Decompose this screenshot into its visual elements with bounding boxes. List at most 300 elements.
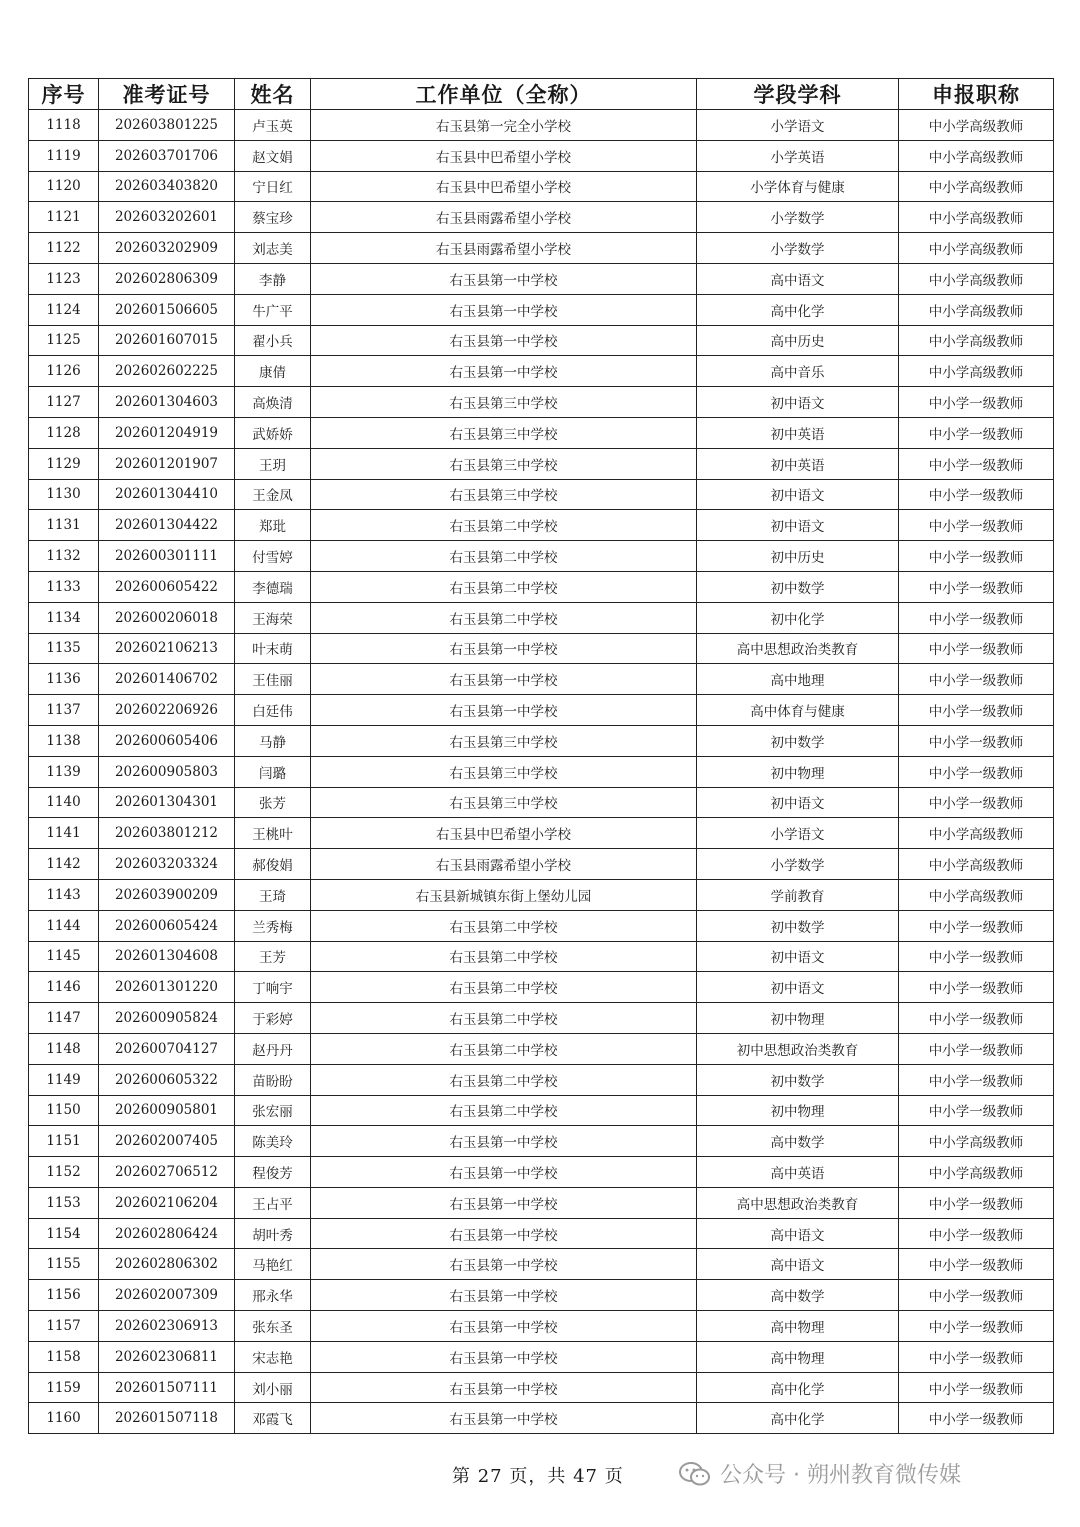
cell-exam-id: 202602806309 (99, 263, 235, 294)
wechat-icon (678, 1461, 712, 1487)
cell-title: 中小学一级教师 (899, 448, 1054, 479)
cell-subject: 初中思想政治类教育 (697, 1033, 899, 1064)
cell-exam-id: 202601304301 (99, 787, 235, 818)
cell-employer: 右玉县第一完全小学校 (311, 110, 697, 141)
cell-exam-id: 202602206926 (99, 695, 235, 726)
cell-exam-id: 202603801212 (99, 818, 235, 849)
cell-name: 张芳 (235, 787, 311, 818)
cell-subject: 初中数学 (697, 1064, 899, 1095)
cell-subject: 高中语文 (697, 1218, 899, 1249)
cell-subject: 小学数学 (697, 849, 899, 880)
cell-name: 宁日红 (235, 171, 311, 202)
cell-employer: 右玉县第三中学校 (311, 756, 697, 787)
table-row (29, 725, 1054, 756)
cell-subject: 高中数学 (697, 1126, 899, 1157)
cell-name: 王占平 (235, 1187, 311, 1218)
cell-subject: 学前教育 (697, 879, 899, 910)
cell-exam-id: 202602706512 (99, 1157, 235, 1188)
table-row (29, 1249, 1054, 1280)
cell-serial: 1149 (29, 1064, 99, 1095)
cell-serial: 1156 (29, 1280, 99, 1311)
cell-name: 王桃叶 (235, 818, 311, 849)
cell-subject: 初中化学 (697, 602, 899, 633)
cell-subject: 小学语文 (697, 110, 899, 141)
cell-title: 中小学一级教师 (899, 787, 1054, 818)
cell-name: 郝俊娟 (235, 849, 311, 880)
cell-subject: 初中数学 (697, 725, 899, 756)
cell-serial: 1148 (29, 1033, 99, 1064)
cell-title: 中小学高级教师 (899, 171, 1054, 202)
cell-exam-id: 202603801225 (99, 110, 235, 141)
cell-serial: 1118 (29, 110, 99, 141)
table-row (29, 1372, 1054, 1403)
cell-title: 中小学一级教师 (899, 910, 1054, 941)
cell-employer: 右玉县第一中学校 (311, 1218, 697, 1249)
cell-exam-id: 202603900209 (99, 879, 235, 910)
cell-serial: 1152 (29, 1157, 99, 1188)
table-row (29, 695, 1054, 726)
cell-exam-id: 202600704127 (99, 1033, 235, 1064)
cell-exam-id: 202602007309 (99, 1280, 235, 1311)
cell-subject: 初中语文 (697, 941, 899, 972)
cell-employer: 右玉县第二中学校 (311, 510, 697, 541)
cell-title: 中小学一级教师 (899, 1403, 1054, 1434)
cell-serial: 1139 (29, 756, 99, 787)
table-row (29, 140, 1054, 171)
cell-title: 中小学一级教师 (899, 602, 1054, 633)
table-row (29, 1218, 1054, 1249)
cell-employer: 右玉县新城镇东街上堡幼儿园 (311, 879, 697, 910)
cell-subject: 初中语文 (697, 479, 899, 510)
cell-employer: 右玉县第一中学校 (311, 356, 697, 387)
cell-employer: 右玉县第二中学校 (311, 571, 697, 602)
cell-serial: 1153 (29, 1187, 99, 1218)
table-row (29, 479, 1054, 510)
cell-subject: 高中化学 (697, 294, 899, 325)
cell-subject: 初中语文 (697, 510, 899, 541)
cell-employer: 右玉县第二中学校 (311, 602, 697, 633)
cell-serial: 1124 (29, 294, 99, 325)
cell-name: 闫璐 (235, 756, 311, 787)
cell-name: 邢永华 (235, 1280, 311, 1311)
cell-employer: 右玉县第一中学校 (311, 633, 697, 664)
document-page (28, 78, 1053, 1434)
cell-subject: 高中历史 (697, 325, 899, 356)
cell-subject: 小学语文 (697, 818, 899, 849)
cell-title: 中小学一级教师 (899, 1095, 1054, 1126)
cell-subject: 高中化学 (697, 1372, 899, 1403)
cell-employer: 右玉县第一中学校 (311, 294, 697, 325)
cell-title: 中小学一级教师 (899, 941, 1054, 972)
cell-name: 蔡宝珍 (235, 202, 311, 233)
cell-name: 卢玉英 (235, 110, 311, 141)
cell-serial: 1130 (29, 479, 99, 510)
cell-title: 中小学高级教师 (899, 263, 1054, 294)
header-serial: 序号 (29, 79, 99, 110)
cell-name: 赵文娟 (235, 140, 311, 171)
cell-subject: 高中数学 (697, 1280, 899, 1311)
table-row (29, 171, 1054, 202)
cell-exam-id: 202603203324 (99, 849, 235, 880)
cell-exam-id: 202601304410 (99, 479, 235, 510)
cell-name: 宋志艳 (235, 1341, 311, 1372)
cell-exam-id: 202601607015 (99, 325, 235, 356)
cell-name: 刘小丽 (235, 1372, 311, 1403)
table-row (29, 1187, 1054, 1218)
cell-subject: 高中思想政治类教育 (697, 633, 899, 664)
cell-exam-id: 202601201907 (99, 448, 235, 479)
cell-subject: 初中数学 (697, 910, 899, 941)
cell-serial: 1140 (29, 787, 99, 818)
table-row (29, 1033, 1054, 1064)
cell-employer: 右玉县第二中学校 (311, 1033, 697, 1064)
cell-name: 李德瑞 (235, 571, 311, 602)
header-title: 申报职称 (899, 79, 1054, 110)
cell-subject: 小学数学 (697, 233, 899, 264)
table-row (29, 849, 1054, 880)
table-row (29, 910, 1054, 941)
cell-exam-id: 202601507111 (99, 1372, 235, 1403)
table-row (29, 1311, 1054, 1342)
table-row (29, 571, 1054, 602)
cell-serial: 1154 (29, 1218, 99, 1249)
cell-name: 王芳 (235, 941, 311, 972)
cell-subject: 高中物理 (697, 1311, 899, 1342)
watermark (678, 1458, 961, 1489)
cell-title: 中小学一级教师 (899, 756, 1054, 787)
cell-serial: 1159 (29, 1372, 99, 1403)
cell-employer: 右玉县第一中学校 (311, 1372, 697, 1403)
cell-title: 中小学高级教师 (899, 818, 1054, 849)
cell-exam-id: 202601301220 (99, 972, 235, 1003)
cell-exam-id: 202603701706 (99, 140, 235, 171)
cell-subject: 初中英语 (697, 417, 899, 448)
cell-name: 付雪婷 (235, 541, 311, 572)
cell-title: 中小学一级教师 (899, 387, 1054, 418)
cell-serial: 1120 (29, 171, 99, 202)
cell-employer: 右玉县第二中学校 (311, 1064, 697, 1095)
cell-name: 张宏丽 (235, 1095, 311, 1126)
cell-exam-id: 202603403820 (99, 171, 235, 202)
cell-employer: 右玉县第二中学校 (311, 941, 697, 972)
cell-exam-id: 202600206018 (99, 602, 235, 633)
cell-title: 中小学高级教师 (899, 849, 1054, 880)
cell-subject: 高中物理 (697, 1341, 899, 1372)
cell-title: 中小学一级教师 (899, 1218, 1054, 1249)
cell-exam-id: 202602306913 (99, 1311, 235, 1342)
cell-employer: 右玉县第一中学校 (311, 263, 697, 294)
cell-serial: 1131 (29, 510, 99, 541)
cell-title: 中小学一级教师 (899, 972, 1054, 1003)
cell-name: 郑玭 (235, 510, 311, 541)
header-row (29, 79, 1054, 110)
cell-serial: 1126 (29, 356, 99, 387)
cell-employer: 右玉县第二中学校 (311, 541, 697, 572)
cell-title: 中小学一级教师 (899, 541, 1054, 572)
table-row (29, 1157, 1054, 1188)
cell-serial: 1128 (29, 417, 99, 448)
cell-name: 张东圣 (235, 1311, 311, 1342)
cell-employer: 右玉县中巴希望小学校 (311, 140, 697, 171)
cell-subject: 初中物理 (697, 1095, 899, 1126)
cell-employer: 右玉县第一中学校 (311, 664, 697, 695)
table-row (29, 202, 1054, 233)
table-row (29, 356, 1054, 387)
cell-employer: 右玉县第一中学校 (311, 1311, 697, 1342)
cell-exam-id: 202600605406 (99, 725, 235, 756)
cell-serial: 1122 (29, 233, 99, 264)
cell-subject: 初中物理 (697, 1003, 899, 1034)
cell-exam-id: 202600605422 (99, 571, 235, 602)
table-row (29, 602, 1054, 633)
cell-subject: 初中英语 (697, 448, 899, 479)
cell-exam-id: 202602806424 (99, 1218, 235, 1249)
cell-employer: 右玉县第一中学校 (311, 1341, 697, 1372)
table-row (29, 510, 1054, 541)
table-header (29, 79, 1054, 110)
cell-serial: 1143 (29, 879, 99, 910)
cell-title: 中小学一级教师 (899, 1064, 1054, 1095)
cell-serial: 1160 (29, 1403, 99, 1434)
cell-employer: 右玉县第三中学校 (311, 479, 697, 510)
cell-name: 刘志美 (235, 233, 311, 264)
cell-exam-id: 202601204919 (99, 417, 235, 448)
cell-name: 叶末萌 (235, 633, 311, 664)
cell-serial: 1150 (29, 1095, 99, 1126)
table-row (29, 941, 1054, 972)
cell-name: 苗盼盼 (235, 1064, 311, 1095)
cell-exam-id: 202600905803 (99, 756, 235, 787)
cell-serial: 1119 (29, 140, 99, 171)
cell-subject: 小学英语 (697, 140, 899, 171)
page-footer (0, 1462, 1080, 1492)
cell-subject: 初中语文 (697, 787, 899, 818)
cell-name: 白廷伟 (235, 695, 311, 726)
cell-name: 牛广平 (235, 294, 311, 325)
cell-exam-id: 202602806302 (99, 1249, 235, 1280)
cell-title: 中小学一级教师 (899, 1033, 1054, 1064)
cell-name: 王海荣 (235, 602, 311, 633)
table-row (29, 110, 1054, 141)
cell-employer: 右玉县第一中学校 (311, 1157, 697, 1188)
cell-name: 胡叶秀 (235, 1218, 311, 1249)
cell-serial: 1136 (29, 664, 99, 695)
cell-subject: 小学体育与健康 (697, 171, 899, 202)
cell-serial: 1141 (29, 818, 99, 849)
cell-name: 程俊芳 (235, 1157, 311, 1188)
cell-name: 马艳红 (235, 1249, 311, 1280)
cell-name: 陈美玲 (235, 1126, 311, 1157)
table-body (29, 110, 1054, 1434)
table-row (29, 756, 1054, 787)
cell-serial: 1137 (29, 695, 99, 726)
cell-employer: 右玉县第一中学校 (311, 1187, 697, 1218)
header-name: 姓名 (235, 79, 311, 110)
cell-name: 丁响宇 (235, 972, 311, 1003)
cell-subject: 初中语文 (697, 387, 899, 418)
cell-name: 王琦 (235, 879, 311, 910)
cell-exam-id: 202600605322 (99, 1064, 235, 1095)
cell-employer: 右玉县第一中学校 (311, 1126, 697, 1157)
cell-title: 中小学高级教师 (899, 356, 1054, 387)
cell-serial: 1132 (29, 541, 99, 572)
cell-serial: 1127 (29, 387, 99, 418)
cell-title: 中小学高级教师 (899, 325, 1054, 356)
cell-employer: 右玉县第三中学校 (311, 387, 697, 418)
header-exam-id: 准考证号 (99, 79, 235, 110)
cell-exam-id: 202601304608 (99, 941, 235, 972)
cell-name: 于彩婷 (235, 1003, 311, 1034)
cell-employer: 右玉县第一中学校 (311, 1403, 697, 1434)
cell-serial: 1158 (29, 1341, 99, 1372)
table-row (29, 448, 1054, 479)
cell-title: 中小学高级教师 (899, 202, 1054, 233)
table-row (29, 294, 1054, 325)
cell-subject: 小学数学 (697, 202, 899, 233)
cell-exam-id: 202602306811 (99, 1341, 235, 1372)
cell-name: 赵丹丹 (235, 1033, 311, 1064)
cell-title: 中小学高级教师 (899, 294, 1054, 325)
cell-employer: 右玉县第二中学校 (311, 910, 697, 941)
cell-exam-id: 202600301111 (99, 541, 235, 572)
cell-name: 兰秀梅 (235, 910, 311, 941)
cell-serial: 1133 (29, 571, 99, 602)
table-row (29, 1064, 1054, 1095)
table-row (29, 233, 1054, 264)
cell-serial: 1125 (29, 325, 99, 356)
watermark-text: 公众号 · 朔州教育微传媒 (720, 1463, 961, 1488)
table-row (29, 787, 1054, 818)
cell-serial: 1135 (29, 633, 99, 664)
cell-exam-id: 202600905801 (99, 1095, 235, 1126)
cell-subject: 初中数学 (697, 571, 899, 602)
cell-employer: 右玉县中巴希望小学校 (311, 171, 697, 202)
cell-serial: 1144 (29, 910, 99, 941)
cell-name: 翟小兵 (235, 325, 311, 356)
table-row (29, 1095, 1054, 1126)
cell-title: 中小学一级教师 (899, 1280, 1054, 1311)
cell-exam-id: 202601507118 (99, 1403, 235, 1434)
cell-title: 中小学一级教师 (899, 1249, 1054, 1280)
cell-exam-id: 202600905824 (99, 1003, 235, 1034)
cell-subject: 初中物理 (697, 756, 899, 787)
cell-subject: 高中语文 (697, 263, 899, 294)
cell-subject: 高中语文 (697, 1249, 899, 1280)
cell-name: 李静 (235, 263, 311, 294)
cell-serial: 1145 (29, 941, 99, 972)
page-indicator: 第 27 页，共 47 页 (452, 1466, 624, 1487)
cell-employer: 右玉县中巴希望小学校 (311, 818, 697, 849)
cell-name: 高焕清 (235, 387, 311, 418)
cell-serial: 1146 (29, 972, 99, 1003)
cell-serial: 1147 (29, 1003, 99, 1034)
cell-employer: 右玉县雨露希望小学校 (311, 233, 697, 264)
cell-exam-id: 202600605424 (99, 910, 235, 941)
cell-employer: 右玉县雨露希望小学校 (311, 202, 697, 233)
cell-serial: 1151 (29, 1126, 99, 1157)
cell-exam-id: 202601406702 (99, 664, 235, 695)
cell-title: 中小学高级教师 (899, 1157, 1054, 1188)
cell-subject: 初中历史 (697, 541, 899, 572)
table-row (29, 1003, 1054, 1034)
cell-serial: 1155 (29, 1249, 99, 1280)
cell-name: 王金凤 (235, 479, 311, 510)
cell-title: 中小学一级教师 (899, 1311, 1054, 1342)
cell-title: 中小学一级教师 (899, 510, 1054, 541)
table-row (29, 387, 1054, 418)
cell-title: 中小学一级教师 (899, 571, 1054, 602)
table-row (29, 1341, 1054, 1372)
header-subject: 学段学科 (697, 79, 899, 110)
table-row (29, 325, 1054, 356)
cell-exam-id: 202602106204 (99, 1187, 235, 1218)
table-row (29, 1403, 1054, 1434)
cell-subject: 高中体育与健康 (697, 695, 899, 726)
cell-title: 中小学一级教师 (899, 417, 1054, 448)
table-row (29, 664, 1054, 695)
cell-serial: 1123 (29, 263, 99, 294)
cell-exam-id: 202601304422 (99, 510, 235, 541)
cell-title: 中小学高级教师 (899, 140, 1054, 171)
cell-title: 中小学一级教师 (899, 1341, 1054, 1372)
cell-title: 中小学一级教师 (899, 695, 1054, 726)
cell-title: 中小学一级教师 (899, 1187, 1054, 1218)
table-row (29, 972, 1054, 1003)
cell-title: 中小学一级教师 (899, 1003, 1054, 1034)
cell-title: 中小学一级教师 (899, 479, 1054, 510)
cell-exam-id: 202602106213 (99, 633, 235, 664)
cell-employer: 右玉县第三中学校 (311, 725, 697, 756)
cell-serial: 1134 (29, 602, 99, 633)
cell-name: 王佳丽 (235, 664, 311, 695)
table-row (29, 541, 1054, 572)
cell-exam-id: 202602007405 (99, 1126, 235, 1157)
cell-employer: 右玉县第二中学校 (311, 1003, 697, 1034)
cell-subject: 高中思想政治类教育 (697, 1187, 899, 1218)
applicant-table (28, 78, 1054, 1434)
cell-name: 邓霞飞 (235, 1403, 311, 1434)
cell-exam-id: 202603202909 (99, 233, 235, 264)
cell-serial: 1138 (29, 725, 99, 756)
cell-employer: 右玉县第一中学校 (311, 325, 697, 356)
cell-employer: 右玉县第二中学校 (311, 1095, 697, 1126)
cell-subject: 高中音乐 (697, 356, 899, 387)
cell-title: 中小学高级教师 (899, 879, 1054, 910)
table-row (29, 1280, 1054, 1311)
cell-subject: 高中化学 (697, 1403, 899, 1434)
table-row (29, 879, 1054, 910)
cell-title: 中小学一级教师 (899, 725, 1054, 756)
cell-employer: 右玉县雨露希望小学校 (311, 849, 697, 880)
cell-subject: 高中英语 (697, 1157, 899, 1188)
cell-title: 中小学高级教师 (899, 110, 1054, 141)
cell-employer: 右玉县第一中学校 (311, 1280, 697, 1311)
cell-name: 康倩 (235, 356, 311, 387)
table-row (29, 633, 1054, 664)
cell-serial: 1142 (29, 849, 99, 880)
cell-serial: 1121 (29, 202, 99, 233)
cell-title: 中小学一级教师 (899, 664, 1054, 695)
cell-serial: 1129 (29, 448, 99, 479)
cell-exam-id: 202601304603 (99, 387, 235, 418)
table-row (29, 263, 1054, 294)
cell-title: 中小学一级教师 (899, 633, 1054, 664)
cell-employer: 右玉县第二中学校 (311, 972, 697, 1003)
table-row (29, 1126, 1054, 1157)
cell-employer: 右玉县第三中学校 (311, 448, 697, 479)
cell-serial: 1157 (29, 1311, 99, 1342)
cell-employer: 右玉县第一中学校 (311, 695, 697, 726)
